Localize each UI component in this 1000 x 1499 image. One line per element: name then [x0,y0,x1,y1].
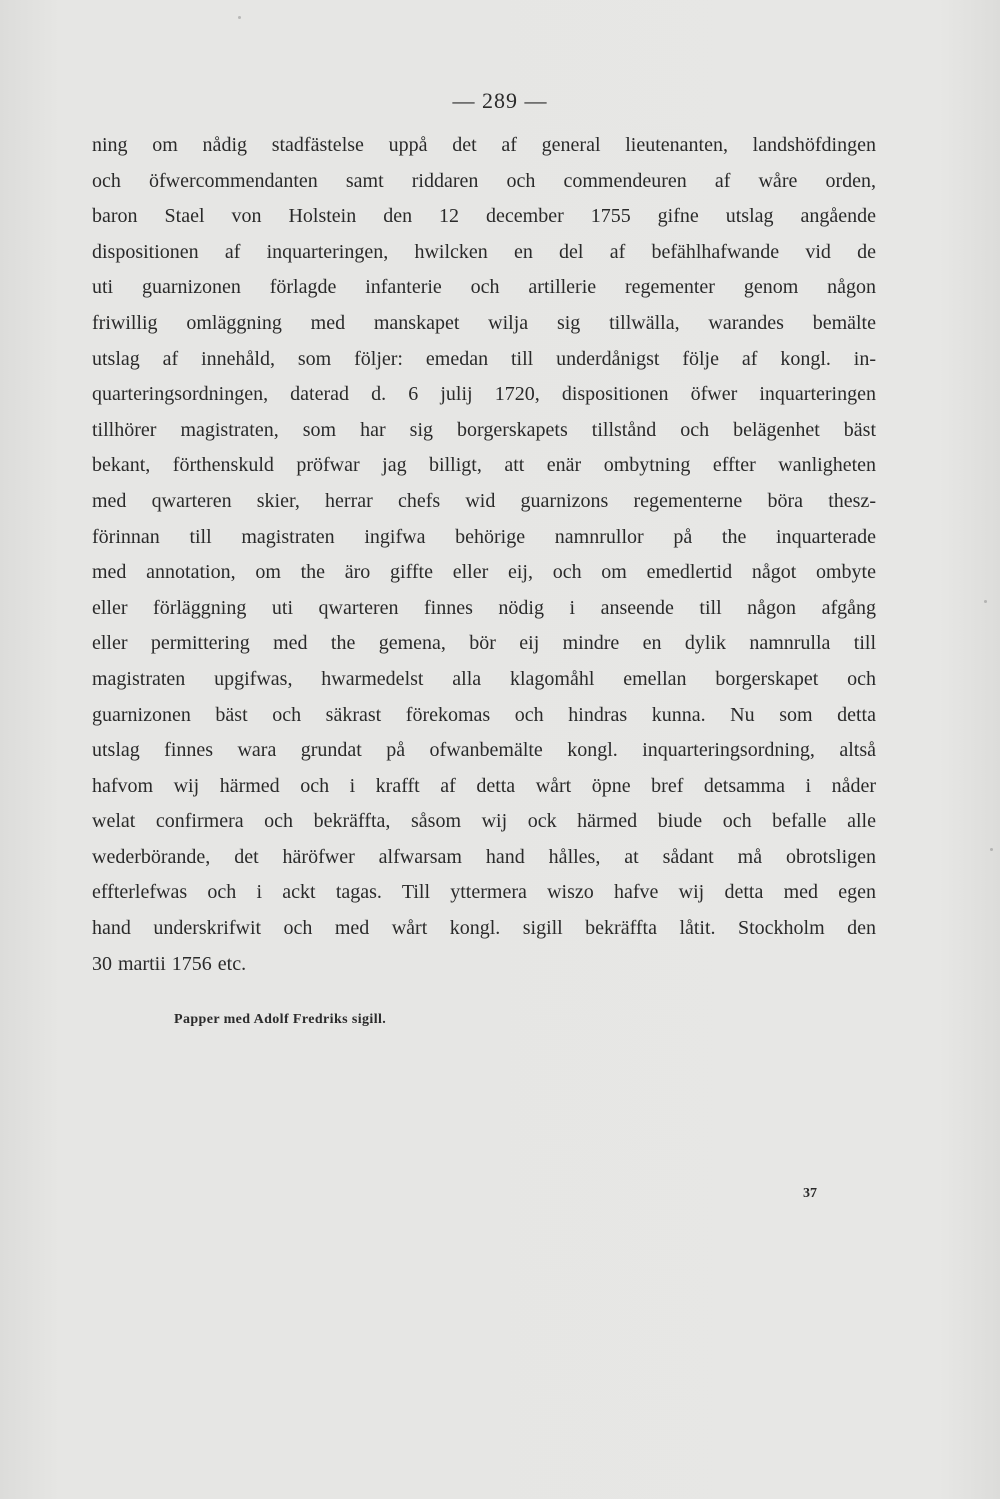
text-line: guarnizonen bäst och säkrast förekomas och hindras kunna. Nu som detta [92,703,876,726]
text-line: med annotation, om the äro giffte eller eij, och om emedlertid något ombyte [92,561,876,584]
text-line: bekant, förthenskuld pröfwar jag billigt, att enär ombytning effter wanligheten [92,454,876,477]
text-line: ning om nådig stadfästelse uppå det af general lieutenanten, landshöfdingen [92,134,876,156]
text-line-last: 30 martii 1756 etc. [92,952,247,975]
text-line: dispositionen af inquarteringen, hwilcken en del af befählhafwande vid de [92,240,876,263]
signature-mark: 37 [803,1186,817,1201]
page-number: — 289 — [452,88,548,113]
text-line: uti guarnizonen förlagde infanterie och artillerie regementer genom någon [92,276,876,299]
text-line: eller permittering med the gemena, bör eij mindre en dylik namnrulla till [92,632,876,655]
text-line: hafvom wij härmed och i krafft af detta wårt öpne bref detsamma i nåder [92,774,876,797]
text-line: utslag af innehåld, som följer: emedan till underdånigst följe af kongl. in- [92,347,876,370]
text-line: effterlefwas och i ackt tagas. Till yttermera wiszo hafve wij detta med egen [92,881,876,904]
text-line: wederbörande, det häröfwer alfwarsam hand hålles, at sådant må obrotsligen [92,845,876,868]
paper-speck [984,600,987,603]
seal-note: Papper med Adolf Fredriks sigill. [174,1012,387,1027]
text-line: baron Stael von Holstein den 12 december 1755 gifne utslag angående [92,205,876,228]
text-line: friwillig omläggning med manskapet wilja sig tillwälla, warandes bemälte [92,311,876,334]
text-line: hand underskrifwit och med wårt kongl. sigill bekräffta låtit. Stockholm den [92,917,876,940]
text-line: welat confirmera och bekräffta, såsom wij ock härmed biude och befalle alle [92,810,876,833]
text-line: tillhörer magistraten, som har sig borgerskapets tillstånd och belägenhet bäst [92,418,876,441]
text-line: och öfwercommendanten samt riddaren och commendeuren af wåre orden, [92,169,876,192]
text-line: förinnan till magistraten ingifwa behörige namnrullor på the inquarterade [92,525,876,548]
text-line: magistraten upgifwas, hwarmedelst alla klagomåhl emellan borgerskapet och [92,667,876,690]
text-line: quarteringsordningen, daterad d. 6 julij 1720, dispositionen öfwer inquarteringen [92,383,876,406]
paper-speck [238,16,241,19]
body-text [92,128,876,982]
text-line: eller förläggning uti qwarteren finnes nödig i anseende till någon afgång [92,596,876,619]
paper-speck [990,848,993,851]
text-line: med qwarteren skier, herrar chefs wid guarnizons regementerne böra thesz- [92,489,876,512]
text-line: utslag finnes wara grundat på ofwanbemälte kongl. inquarteringsordning, altså [92,739,876,762]
